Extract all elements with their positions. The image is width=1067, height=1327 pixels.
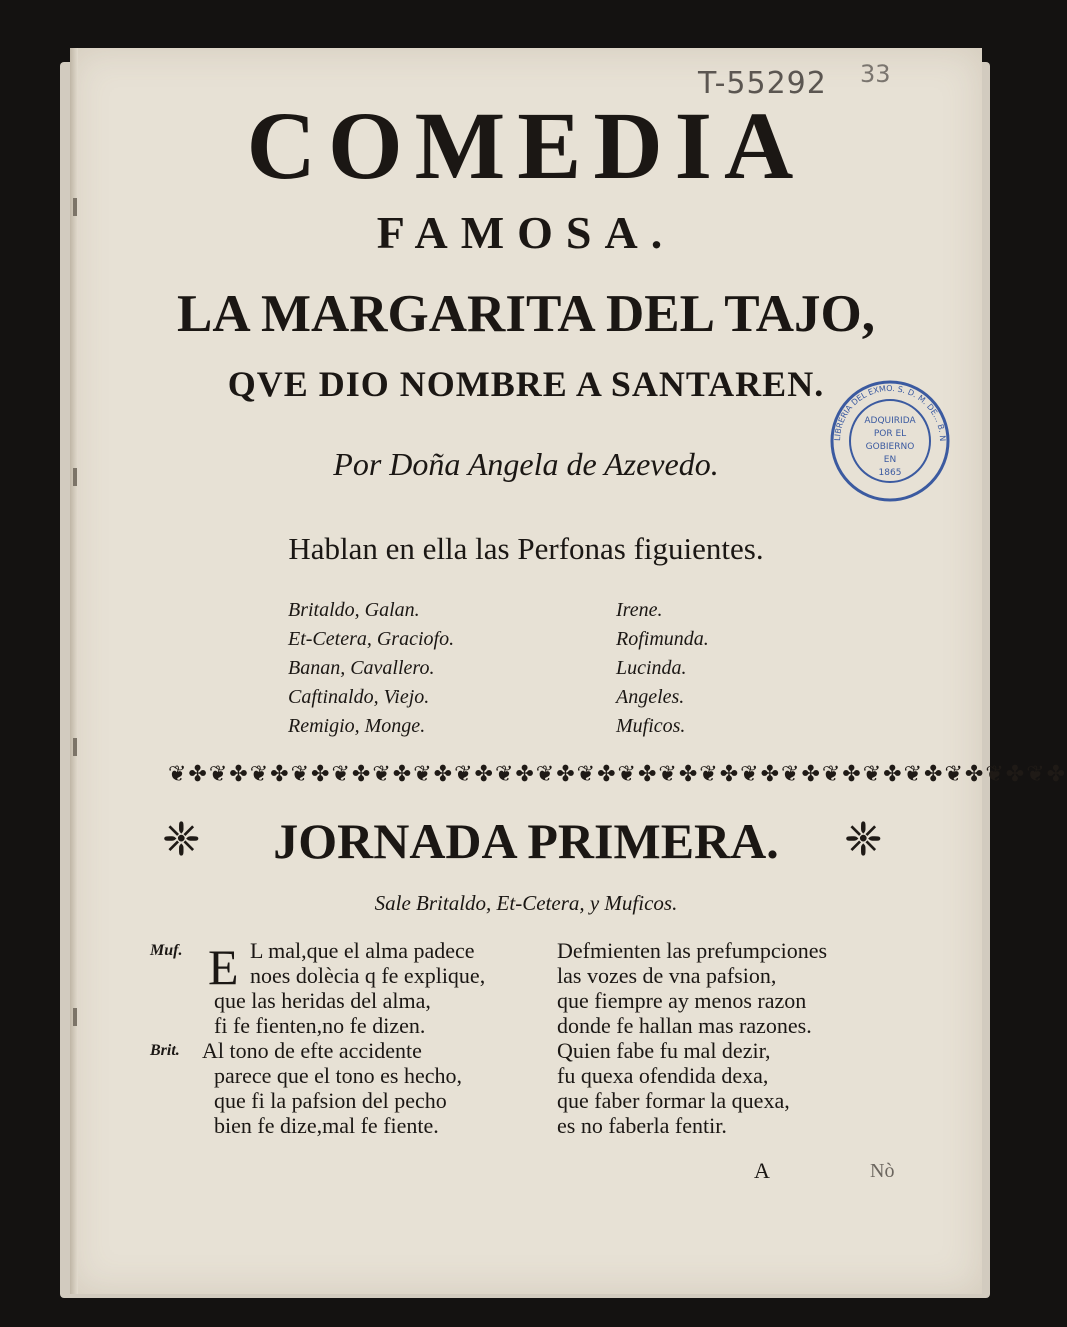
verse-text: fi fe fienten,no fe dizen. — [214, 1013, 426, 1038]
cast-member: Caftinaldo, Viejo. — [288, 686, 430, 708]
verse-line — [150, 1113, 550, 1138]
verse-text: parece que el tono es hecho, — [214, 1063, 462, 1088]
verse-line: donde fe hallan mas razones. — [557, 1013, 812, 1038]
verse-line — [150, 988, 550, 1013]
heading: COMEDIA — [246, 92, 806, 199]
persons-heading: Hablan en ella las Perfonas figuientes. — [288, 531, 764, 566]
verse-column-right — [557, 938, 917, 1138]
verse-line — [150, 1038, 550, 1063]
fleuron-icon: ❈ — [844, 812, 883, 866]
speaker-label: Muf. — [150, 942, 183, 959]
verse-line — [150, 963, 550, 988]
stamp-line: GOBIERNO — [865, 442, 915, 452]
play-subtitle: QVE DIO NOMBRE A SANTAREN. — [227, 364, 825, 404]
shelfmark: T-55292 — [698, 66, 827, 101]
stamp-line: POR EL — [873, 429, 907, 439]
verse-text: Al tono de efte accidente — [202, 1038, 422, 1063]
ornament-band-icon: ❦✤❦✤❦✤❦✤❦✤❦✤❦✤❦✤❦✤❦✤❦✤❦✤❦✤❦✤❦✤❦✤❦✤❦✤❦✤❦✤❦✤❦✤ — [168, 762, 1067, 787]
binding-stitch — [73, 1008, 77, 1026]
catchword: Nò — [870, 1160, 895, 1182]
signature-mark: A — [754, 1158, 770, 1183]
stage-direction: Sale Britaldo, Et-Cetera, y Muficos. — [374, 891, 678, 915]
act-heading-row — [70, 808, 982, 888]
binding-stitch — [73, 738, 77, 756]
stamp-line: ADQUIRIDA — [864, 416, 916, 426]
verse-text: que las heridas del alma, — [214, 988, 431, 1013]
verse-line: las vozes de vna pafsion, — [557, 963, 777, 988]
cast-member: Remigio, Monge. — [288, 715, 426, 737]
drop-cap: E — [208, 939, 239, 995]
act-title: JORNADA PRIMERA. — [273, 813, 779, 869]
shelfmark-number: 33 — [860, 60, 891, 88]
verse-line — [150, 1063, 550, 1088]
speaker-label: Brit. — [150, 1042, 180, 1059]
verse-line: es no faberla fentir. — [557, 1113, 727, 1138]
verse-line — [150, 938, 550, 963]
cast-member: Lucinda. — [616, 657, 687, 679]
cast-list-left — [288, 596, 454, 741]
verse-text: bien fe dize,mal fe fiente. — [214, 1113, 439, 1138]
verse-line: fu quexa ofendida dexa, — [557, 1063, 769, 1088]
cast-member: Muficos. — [616, 715, 686, 737]
verse-text: noes dolècia q fe explique, — [250, 963, 486, 988]
stamp-ring-text-path: LIBRERIA DEL EXMO. S. D. M. DE... B. N — [832, 383, 948, 442]
play-title: LA MARGARITA DEL TAJO, — [177, 285, 875, 343]
cast-member: Britaldo, Galan. — [288, 599, 420, 621]
subheading: FAMOSA. — [376, 207, 676, 258]
verse-line — [150, 1013, 550, 1038]
author-line: Por Doña Angela de Azevedo. — [333, 446, 719, 482]
fleuron-icon: ❈ — [162, 812, 201, 866]
cast-member: Angeles. — [616, 686, 685, 708]
stamp-line: EN — [883, 455, 897, 465]
title-page — [70, 48, 1067, 1294]
cast-list-right — [616, 596, 709, 741]
cast-member: Et-Cetera, Graciofo. — [288, 628, 455, 650]
cast-member: Rofimunda. — [616, 628, 709, 650]
verse-line: Defmienten las prefumpciones — [557, 938, 828, 963]
cast-member: Irene. — [616, 599, 663, 621]
stamp-line: 1865 — [878, 468, 902, 478]
verse-text: que fi la pafsion del pecho — [214, 1088, 447, 1113]
verse-column-left — [150, 938, 550, 1138]
library-stamp-icon — [828, 378, 952, 504]
verse-line: que fiempre ay menos razon — [557, 988, 807, 1013]
cast-member: Banan, Cavallero. — [288, 657, 435, 679]
verse-line: que faber formar la quexa, — [557, 1088, 790, 1113]
verse-line: Quien fabe fu mal dezir, — [557, 1038, 771, 1063]
verse-text: L mal,que el alma padece — [250, 938, 475, 963]
verse-line — [150, 1088, 550, 1113]
